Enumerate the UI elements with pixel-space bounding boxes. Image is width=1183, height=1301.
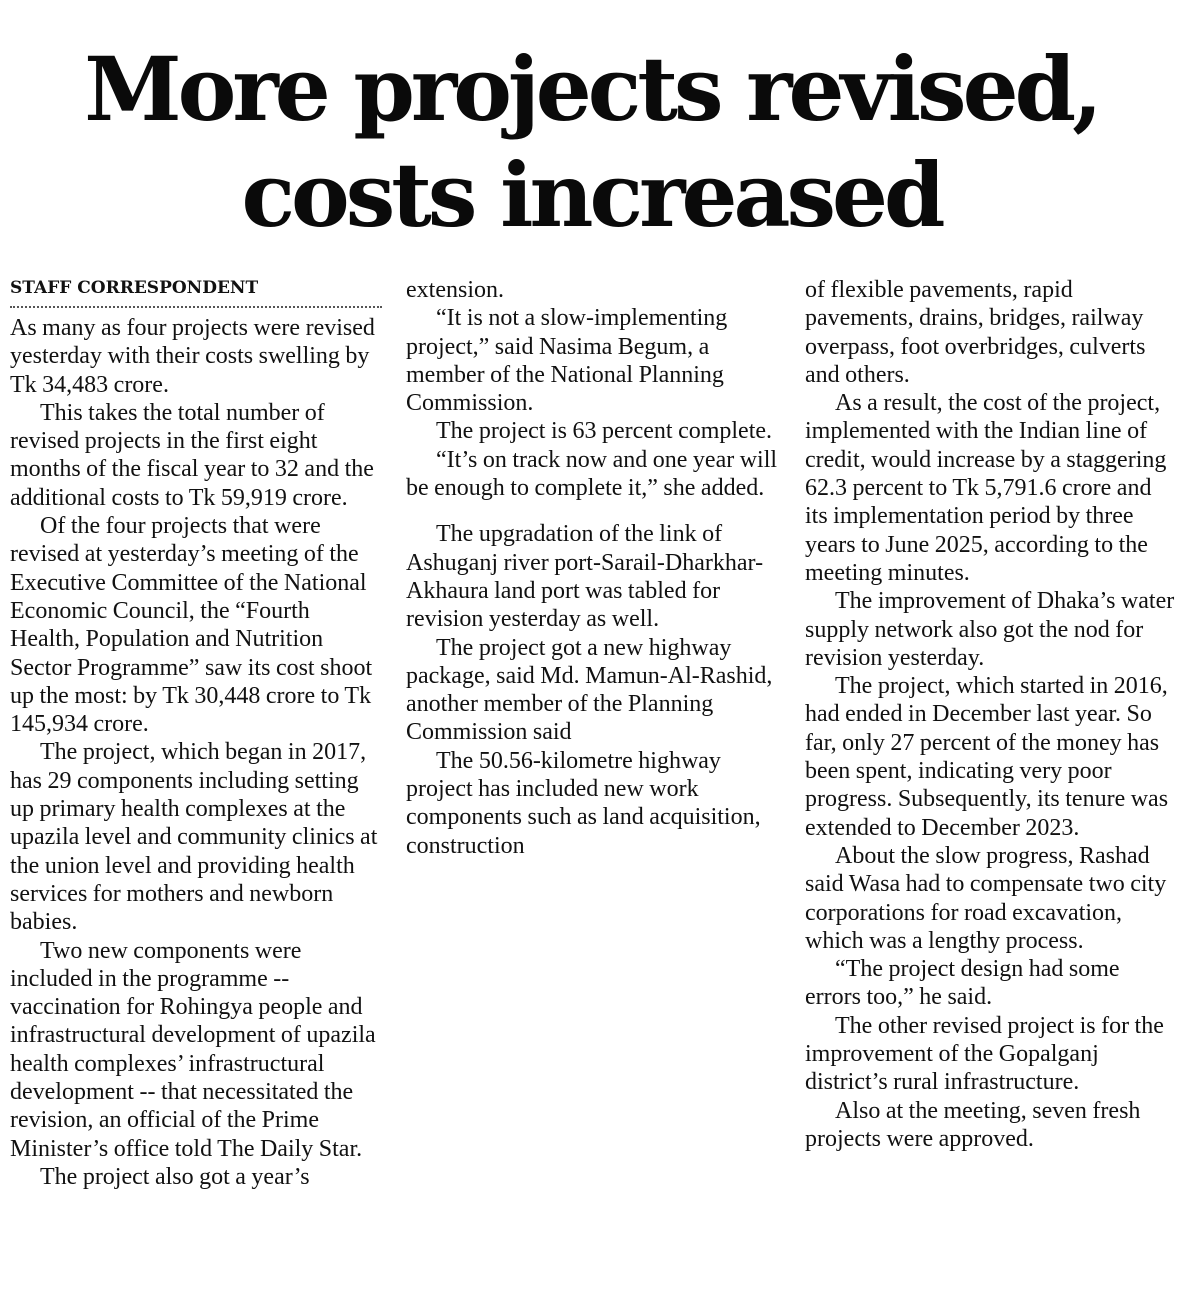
paragraph: The other revised project is for the improvement of the Gopalganj district’s rural infrastructure.	[805, 1012, 1164, 1096]
paragraph: extension.	[406, 277, 504, 303]
paragraph: The project got a new highway package, said Md. Mamun-Al-Rashid, another member of the Planning Commission said	[406, 634, 773, 746]
paragraph: “It’s on track now and one year will be enough to complete it,” she added.	[406, 446, 778, 502]
paragraph: The project also got a year’s	[40, 1163, 310, 1190]
column-3	[805, 276, 1175, 1153]
paragraph: “The project design had some errors too,” he said.	[805, 956, 1120, 1011]
paragraph: Of the four projects that were revised at yesterday’s meeting of the Executive Committee of the National Economic Council, the “Fourth Health, Population and Nutrition Sector Programme” saw its cost shoot up the most: by Tk 30,448 crore to Tk 145,934 crore.	[10, 513, 373, 738]
paragraph: “It is not a slow-implementing project,” said Nasima Begum, a member of the National Planning Commission.	[406, 305, 728, 417]
paragraph: Also at the meeting, seven fresh projects were approved.	[805, 1097, 1141, 1152]
paragraph: The improvement of Dhaka’s water supply network also got the nod for revision yesterday.	[805, 588, 1175, 671]
paragraph: As a result, the cost of the project, implemented with the Indian line of credit, would increase by a staggering 62.3 percent to Tk 5,791.6 crore and its implementation period by three years to June 2025, according to the meeting minutes.	[805, 390, 1167, 586]
paragraph: The project, which began in 2017, has 29 components including setting up primary health complexes at the upazila level and community clinics at the union level and providing health services for mothers and newborn babies.	[10, 739, 378, 936]
paragraph: As many as four projects were revised yesterday with their costs swelling by Tk 34,483 crore.	[10, 315, 375, 398]
paragraph: About the slow progress, Rashad said Wasa had to compensate two city corporations for road excavation, which was a lengthy process.	[805, 842, 1167, 954]
paragraph: The 50.56-kilometre highway project has included new work components such as land acquisition, construction	[406, 747, 761, 859]
paragraph: Two new components were included in the programme -- vaccination for Rohingya people and infrastructural development of upazila health complexes’ infrastructural development -- that necessitated the revision, an official of the Prime Minister’s office told The Daily Star.	[10, 937, 376, 1162]
byline: STAFF CORRESPONDENT	[10, 276, 382, 308]
paragraph: This takes the total number of revised projects in the first eight months of the fiscal year to 32 and the additional costs to Tk 59,919 crore.	[10, 399, 374, 511]
paragraph: The upgradation of the link of Ashuganj river port-Sarail-Dharkhar-Akhaura land port was tabled for revision yesterday as well.	[406, 521, 764, 633]
paragraph: of flexible pavements, rapid pavements, drains, bridges, railway overpass, foot overbridges, culverts and others.	[805, 277, 1146, 388]
headline: More projects revised, costs increased	[84, 37, 1099, 247]
column-2	[406, 276, 780, 860]
paragraph: The project is 63 percent complete.	[436, 418, 773, 445]
paragraph: The project, which started in 2016, had ended in December last year. So far, only 27 percent of the money has been spent, indicating very poor progress. Subsequently, its tenure was extended to December 2023.	[805, 673, 1169, 841]
column-1	[10, 276, 382, 1191]
